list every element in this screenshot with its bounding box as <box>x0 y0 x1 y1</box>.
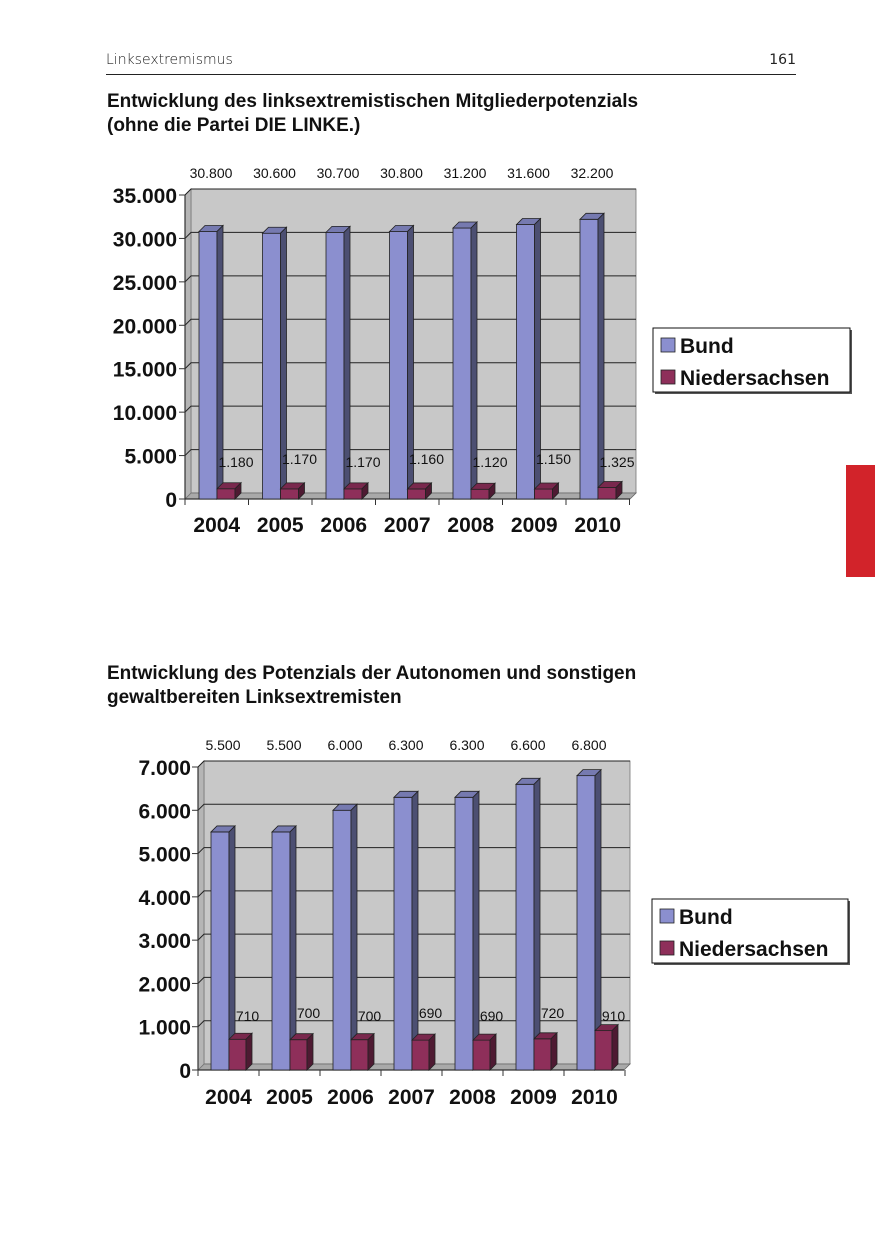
data-label-bund-2008: 6.300 <box>449 737 485 753</box>
bar-niedersachsen-2010 <box>598 481 622 499</box>
x-tick-label-2005: 2005 <box>256 514 304 537</box>
bar-niedersachsen-2010 <box>595 1025 618 1070</box>
x-tick-label-2007: 2007 <box>388 1086 435 1109</box>
legend-swatch-niedersachsen <box>660 941 674 955</box>
chart-1-title-line-1: Entwicklung des linksextremistischen Mitgliederpotenzials <box>107 91 639 112</box>
x-tick-label-2006: 2006 <box>327 1086 374 1109</box>
chart-2-title <box>107 662 636 710</box>
legend-label-niedersachsen: Niedersachsen <box>679 938 829 961</box>
x-tick-label-2006: 2006 <box>320 514 368 537</box>
y-tick-label: 15.000 <box>112 358 177 382</box>
y-tick-label: 0 <box>165 489 177 512</box>
data-label-bund-2006: 30.700 <box>316 165 360 181</box>
chapter-tab <box>846 465 875 577</box>
y-tick-label: 6.000 <box>138 800 191 824</box>
data-label-niedersachsen-2010: 1.325 <box>599 454 635 470</box>
bar-bund-2008 <box>455 791 479 1070</box>
bar-niedersachsen-2004 <box>217 483 241 499</box>
bar-niedersachsen-2007 <box>412 1034 435 1070</box>
legend-label-niedersachsen: Niedersachsen <box>680 367 830 390</box>
data-label-niedersachsen-2005: 700 <box>296 1005 321 1021</box>
data-label-niedersachsen-2004: 1.180 <box>218 454 254 470</box>
data-label-niedersachsen-2006: 700 <box>357 1008 382 1024</box>
data-label-bund-2006: 6.000 <box>327 737 363 753</box>
page-number: 161 <box>769 52 796 68</box>
y-tick-label: 30.000 <box>112 228 177 252</box>
legend <box>653 328 852 394</box>
chart-2-title-line-1: Entwicklung des Potenzials der Autonomen und sonstigen <box>107 663 637 684</box>
bar-niedersachsen-2004 <box>229 1033 252 1070</box>
bar-bund-2009 <box>516 778 540 1070</box>
running-head <box>106 52 796 75</box>
data-label-niedersachsen-2004: 710 <box>235 1008 260 1024</box>
x-tick-label-2004: 2004 <box>193 514 241 537</box>
x-tick-label-2008: 2008 <box>449 1086 496 1109</box>
y-tick-label: 5.000 <box>124 445 177 469</box>
bar-niedersachsen-2009 <box>535 483 559 499</box>
legend-swatch-bund <box>661 338 675 352</box>
bar-bund-2006 <box>333 804 357 1070</box>
legend-label-bund: Bund <box>680 335 734 358</box>
data-label-bund-2007: 30.800 <box>380 165 423 181</box>
y-tick-label: 3.000 <box>138 930 191 954</box>
bar-bund-2004 <box>211 826 235 1070</box>
x-tick-label-2005: 2005 <box>266 1086 313 1109</box>
y-tick-label: 35.000 <box>112 185 177 208</box>
bar-niedersachsen-2007 <box>408 483 432 499</box>
x-tick-label-2009: 2009 <box>510 1086 557 1109</box>
bar-niedersachsen-2006 <box>344 483 368 499</box>
y-tick-label: 2.000 <box>138 973 191 997</box>
x-tick-label-2010: 2010 <box>574 514 622 537</box>
data-label-niedersachsen-2006: 1.170 <box>345 454 381 470</box>
x-tick-label-2010: 2010 <box>571 1086 618 1109</box>
y-tick-label: 20.000 <box>112 315 177 339</box>
data-label-bund-2009: 6.600 <box>510 737 546 753</box>
data-label-niedersachsen-2005: 1.170 <box>281 451 318 467</box>
data-label-bund-2009: 31.600 <box>507 165 550 181</box>
data-label-bund-2004: 5.500 <box>205 737 241 753</box>
bar-niedersachsen-2008 <box>471 483 495 499</box>
data-label-bund-2008: 31.200 <box>443 165 487 181</box>
data-label-bund-2005: 5.500 <box>266 737 302 753</box>
bar-niedersachsen-2008 <box>473 1034 496 1070</box>
bar-niedersachsen-2006 <box>351 1034 374 1070</box>
data-label-bund-2005: 30.600 <box>253 165 296 181</box>
data-label-bund-2010: 32.200 <box>570 165 614 181</box>
chart-2-title-line-2: gewaltbereiten Linksextremisten <box>107 687 402 708</box>
y-tick-label: 4.000 <box>138 886 191 910</box>
x-tick-label-2004: 2004 <box>205 1086 252 1109</box>
y-tick-label: 1.000 <box>138 1016 191 1040</box>
data-label-bund-2007: 6.300 <box>388 737 424 753</box>
y-tick-label: 25.000 <box>112 271 177 295</box>
legend <box>652 899 850 965</box>
section-name: Linksextremismus <box>106 52 233 68</box>
chart-1-title-line-2: (ohne die Partei DIE LINKE.) <box>107 115 361 136</box>
bar-niedersachsen-2005 <box>281 483 305 499</box>
y-tick-label: 10.000 <box>112 402 177 426</box>
members-chart <box>0 160 875 550</box>
bar-niedersachsen-2005 <box>290 1034 313 1070</box>
legend-swatch-bund <box>660 909 674 923</box>
bar-bund-2010 <box>577 770 601 1070</box>
y-tick-label: 7.000 <box>138 757 191 780</box>
legend-label-bund: Bund <box>679 906 733 929</box>
data-label-bund-2004: 30.800 <box>189 165 233 181</box>
bar-bund-2007 <box>394 791 418 1070</box>
y-tick-label: 0 <box>179 1060 191 1083</box>
data-label-niedersachsen-2008: 1.120 <box>472 454 508 470</box>
data-label-niedersachsen-2010: 910 <box>601 1008 626 1024</box>
x-tick-label-2009: 2009 <box>510 514 558 537</box>
legend-swatch-niedersachsen <box>661 370 675 384</box>
data-label-niedersachsen-2007: 1.160 <box>408 451 445 467</box>
autonomen-chart <box>0 732 875 1122</box>
x-tick-label-2007: 2007 <box>383 514 431 537</box>
data-label-niedersachsen-2007: 690 <box>418 1005 443 1021</box>
data-label-niedersachsen-2009: 1.150 <box>535 451 572 467</box>
data-label-niedersachsen-2009: 720 <box>540 1005 565 1021</box>
data-label-bund-2010: 6.800 <box>571 737 607 753</box>
chart-1-title <box>107 90 638 138</box>
x-tick-label-2008: 2008 <box>447 514 495 537</box>
bar-bund-2005 <box>272 826 296 1070</box>
data-label-niedersachsen-2008: 690 <box>479 1008 504 1024</box>
y-tick-label: 5.000 <box>138 843 191 867</box>
bar-niedersachsen-2009 <box>534 1033 557 1070</box>
